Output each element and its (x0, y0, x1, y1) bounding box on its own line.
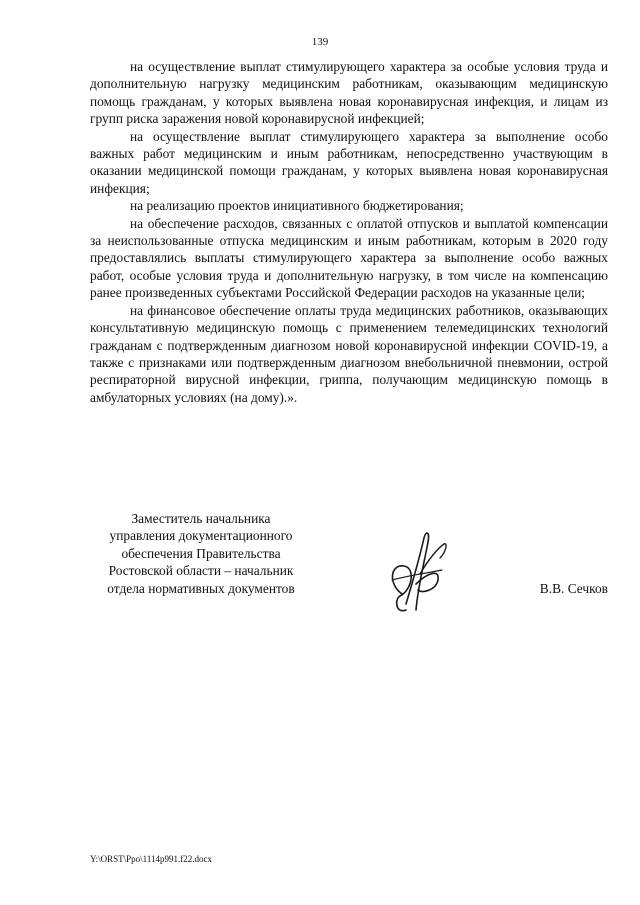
signer-name: В.В. Сечков (539, 581, 608, 596)
signer-title-line: обеспечения Правительства (121, 545, 281, 561)
paragraph-2: на осуществление выплат стимулирующего характера за выполнение особо важных работ медицинским и иным работникам, непосредственно участвующим в оказании медицинской помощи гражданам, у которых выявлена новая коронавирусная инфекция; (90, 128, 608, 196)
signer-title (90, 510, 312, 597)
signer-title-line: отдела нормативных документов (107, 580, 295, 596)
document-body (90, 58, 608, 406)
paragraph-4: на обеспечение расходов, связанных с оплатой отпусков и выплатой компенсации за неиспользованные отпуска медицинским и иным работникам, которым в 2020 году предоставлялись выплаты стимулирующего характера за выполнение особо важных работ, особые условия труда и дополнительную нагрузку, в том числе на компенсацию ранее произведенных субъектами Российской Федерации расходов на указанные цели; (90, 215, 608, 301)
signature-block (90, 510, 608, 620)
paragraph-3: на реализацию проектов инициативного бюджетирования; (130, 198, 464, 214)
paragraph-5: на финансовое обеспечение оплаты труда медицинских работников, оказывающих консультативную медицинскую помощь с применением телемедицинских технологий гражданам с подтвержденным диагнозом новой коронавирусной инфекции COVID-19, а также с признаками или подтвержденным диагнозом внебольничной пневмонии, острой респираторной вирусной инфекции, гриппа, получающим медицинскую помощь в амбулаторных условиях (на дому).». (90, 302, 608, 405)
signer-title-line: Заместитель начальника (131, 511, 271, 526)
paragraph-1: на осуществление выплат стимулирующего характера за особые условия труда и дополнительную нагрузку медицинским работникам, оказывающим медицинскую помощь гражданам, у которых выявлена новая коронавирусная инфекция, и лицам из групп риска заражения новой коронавирусной инфекцией; (90, 59, 608, 127)
handwritten-signature (382, 524, 452, 620)
signer-title-line: Ростовской области – начальник (108, 563, 294, 579)
page-number: 139 (311, 36, 329, 48)
signer-title-line: управления документационного (109, 528, 293, 544)
file-path: Y:\ORST\Ppo\1114p991.f22.docx (90, 854, 213, 864)
